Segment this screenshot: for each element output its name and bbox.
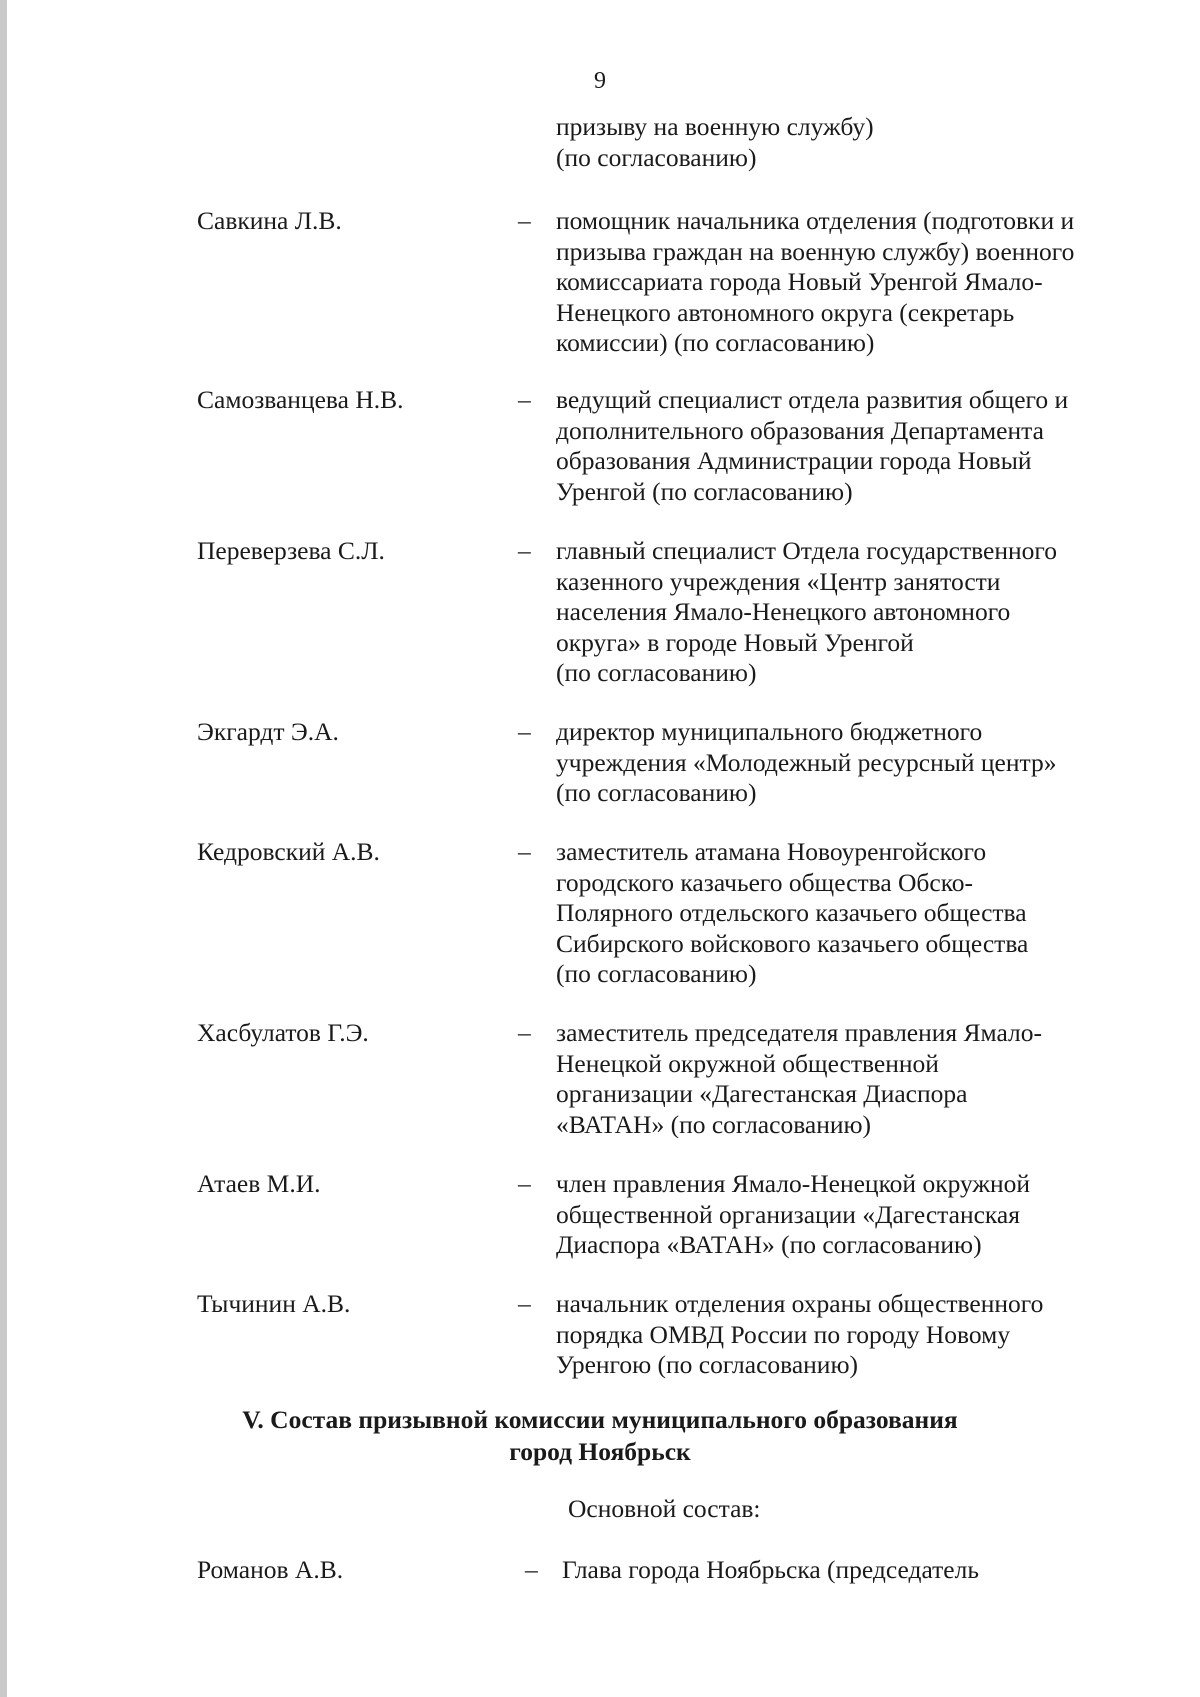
description-line: порядка ОМВД России по городу Новому [556, 1319, 1011, 1349]
description-line: начальник отделения охраны общественного [556, 1289, 1044, 1318]
section-heading [0, 1404, 1200, 1468]
member-description [556, 1289, 1156, 1381]
member-name: Самозванцева Н.В. [197, 385, 404, 414]
description-line: призыва граждан на военную службу) военного [556, 236, 1075, 266]
member-name: Хасбулатов Г.Э. [197, 1018, 369, 1047]
member-description [556, 837, 1156, 990]
description-line: заместитель атамана Новоуренгойского [556, 837, 987, 866]
section-subheading: Основной состав: [568, 1494, 761, 1523]
description-line: заместитель председателя правления Ямало- [556, 1018, 1043, 1047]
member-name: Кедровский А.В. [197, 837, 380, 866]
description-line: (по согласованию) [556, 778, 757, 807]
member-description [556, 536, 1156, 689]
description-line: казенного учреждения «Центр занятости [556, 566, 1001, 596]
continuation-description [556, 112, 1156, 173]
description-line: «ВАТАН» (по согласованию) [556, 1109, 872, 1139]
member-dash: – [525, 1555, 538, 1584]
description-line: населения Ямало-Ненецкого автономного [556, 597, 1011, 626]
member-description [562, 1555, 1162, 1586]
description-line: городского казачьего общества Обско- [556, 867, 974, 897]
description-line: Полярного отдельского казачьего общества [556, 898, 1027, 927]
member-dash: – [518, 206, 531, 235]
member-description [556, 1169, 1156, 1261]
member-dash: – [518, 837, 531, 866]
description-line: Ненецкой окружной общественной [556, 1048, 939, 1078]
description-line: учреждения «Молодежный ресурсный центр» [556, 747, 1057, 777]
page-number: 9 [594, 68, 606, 94]
description-line: Уренгой (по согласованию) [556, 476, 853, 506]
member-dash: – [518, 385, 531, 414]
description-line: комиссариата города Новый Уренгой Ямало- [556, 267, 1043, 296]
description-line: организации «Дагестанская Диаспора [556, 1079, 968, 1108]
description-line: комиссии) (по согласованию) [556, 328, 875, 357]
description-line: (по согласованию) [556, 959, 757, 988]
description-line: ведущий специалист отдела развития общего и [556, 385, 1069, 414]
description-line: общественной организации «Дагестанская [556, 1199, 1020, 1229]
member-description [556, 1018, 1156, 1140]
section-heading-line: город Ноябрьск [509, 1437, 691, 1466]
description-line: член правления Ямало-Ненецкой окружной [556, 1169, 1031, 1198]
description-line: округа» в городе Новый Уренгой [556, 627, 914, 657]
member-dash: – [518, 1169, 531, 1198]
description-line: главный специалист Отдела государственного [556, 536, 1057, 565]
member-description [556, 385, 1156, 507]
member-name: Экгардт Э.А. [197, 717, 339, 746]
member-dash: – [518, 717, 531, 746]
description-line: Сибирского войскового казачьего общества [556, 928, 1029, 958]
member-name: Тычинин А.В. [197, 1289, 351, 1318]
description-line: (по согласованию) [556, 142, 757, 172]
member-name: Атаев М.И. [197, 1169, 321, 1198]
member-name: Савкина Л.В. [197, 206, 342, 235]
member-name: Романов А.В. [197, 1555, 344, 1584]
member-description [556, 206, 1156, 359]
member-dash: – [518, 1289, 531, 1318]
description-line: (по согласованию) [556, 658, 757, 687]
description-line: Ненецкого автономного округа (секретарь [556, 297, 1015, 327]
description-line: образования Администрации города Новый [556, 446, 1032, 475]
member-name: Переверзева С.Л. [197, 536, 385, 565]
description-line: Глава города Ноябрьска (председатель [562, 1555, 979, 1584]
member-description [556, 717, 1156, 809]
section-heading-line: V. Состав призывной комиссии муниципального образования [242, 1405, 958, 1434]
description-line: призыву на военную службу) [556, 112, 874, 141]
description-line: директор муниципального бюджетного [556, 717, 983, 746]
description-line: дополнительного образования Департамента [556, 415, 1044, 445]
member-dash: – [518, 536, 531, 565]
member-dash: – [518, 1018, 531, 1047]
description-line: помощник начальника отделения (подготовки и [556, 206, 1075, 235]
description-line: Диаспора «ВАТАН» (по согласованию) [556, 1230, 982, 1259]
description-line: Уренгою (по согласованию) [556, 1350, 858, 1379]
